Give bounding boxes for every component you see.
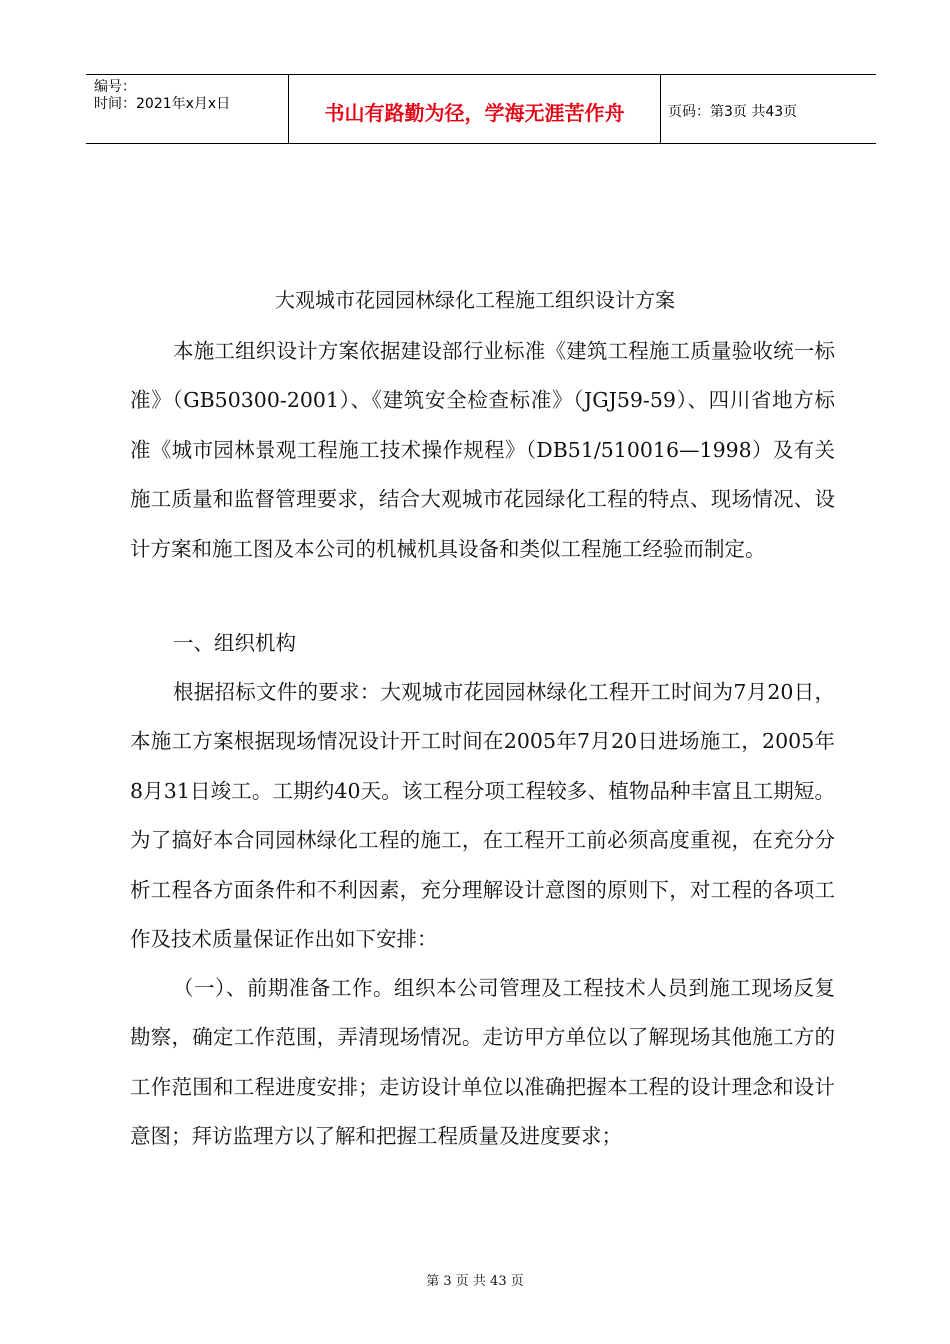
- page-footer: 第 3 页 共 43 页: [426, 1274, 524, 1289]
- section-heading: 一、组织机构: [173, 631, 296, 655]
- body-paragraph: 根据招标文件的要求：大观城市花园园林绿化工程开工时间为7月20日，本施工方案根据现场情况设计开工时间在2005年7月20日进场施工，2005年8月31日竣工。工期约40天。该工程分项工程较多、植物品种丰富且工期短。为了搞好本合同园林绿化工程的施工，在工程开工前必须高度重视，在充分分析工程各方面条件和不利因素，充分理解设计意图的原则下，对工程的各项工作及技术质量保证作出如下安排：: [130, 680, 835, 952]
- header-meta: [94, 79, 230, 113]
- body-paragraph: （一）、前期准备工作。组织本公司管理及工程技术人员到施工现场反复勘察，确定工作范围，弄清现场情况。走访甲方单位以了解现场其他施工方的工作范围和工程进度安排；走访设计单位以准确把握本工程的设计理念和设计意图；拜访监理方以了解和把握工程质量及进度要求；: [130, 976, 835, 1149]
- header-divider: [660, 75, 661, 143]
- page-header: [86, 74, 876, 144]
- body-paragraph: 本施工组织设计方案依据建设部行业标准《建筑工程施工质量验收统一标准》（GB50300-2001）、《建筑安全检查标准》（JGJ59-59）、四川省地方标准《城市园林景观工程施工技术操作规程》（DB51/510016—1998）及有关施工质量和监督管理要求，结合大观城市花园绿化工程的特点、现场情况、设计方案和施工图及本公司的机械机具设备和类似工程施工经验而制定。: [130, 339, 835, 561]
- header-page-number: 页码：第3页 共43页: [668, 104, 798, 120]
- document-number-label: 编号：: [94, 79, 136, 95]
- document-time-label: 时间：2021年x月x日: [94, 96, 231, 112]
- document-title: 大观城市花园园林绿化工程施工组织设计方案: [275, 288, 675, 312]
- header-motto: 书山有路勤为径，学海无涯苦作舟: [324, 101, 625, 125]
